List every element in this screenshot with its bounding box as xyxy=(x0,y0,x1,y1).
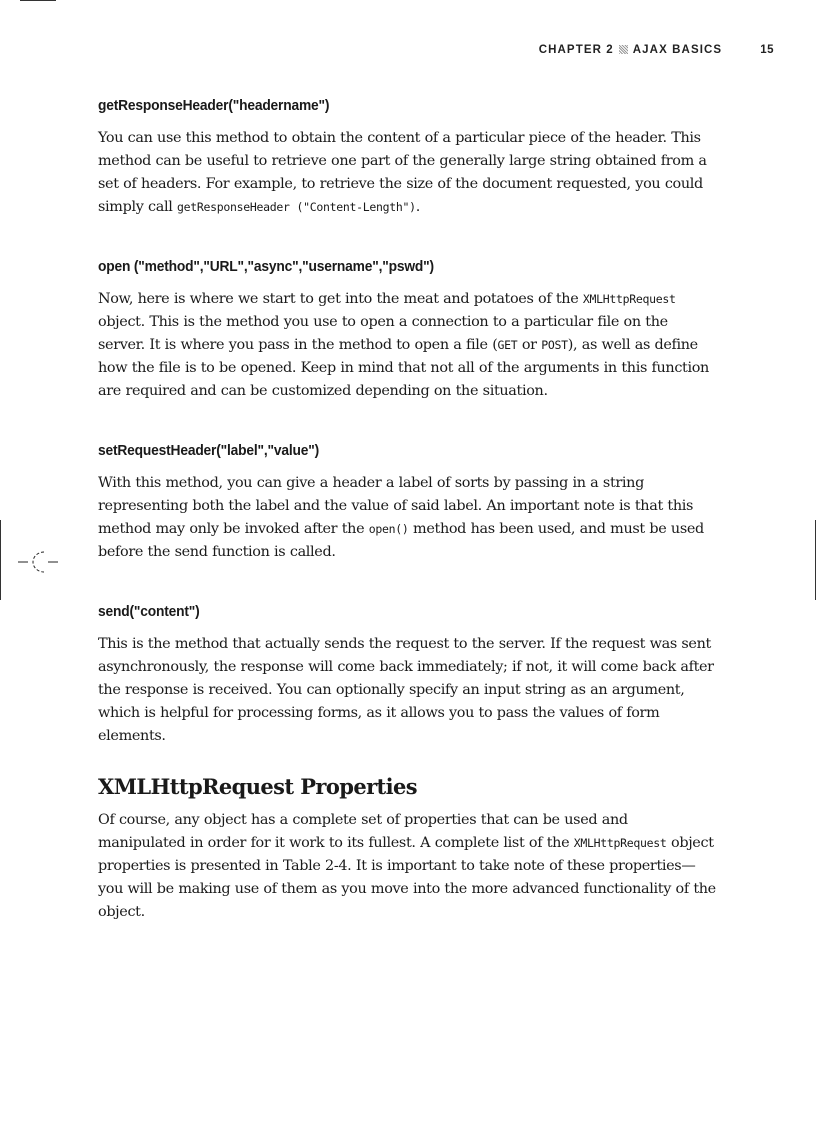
registration-mark-icon xyxy=(18,549,60,575)
page-number: 15 xyxy=(760,44,774,56)
inline-code: open() xyxy=(368,522,409,536)
inline-code: GET xyxy=(497,338,518,352)
section-paragraph: Of course, any object has a complete set of properties that can be used and manipulated in order for it work to its fullest. A complete list of the XMLHttpRequest object properties is presented in Table 2-4. It is important to take note of these properties—you will be making use of them as you move into the more advanced functionality of the object. xyxy=(98,812,716,920)
method-heading: open ("method","URL","async","username","pswd") xyxy=(98,258,434,275)
method-section-open xyxy=(98,258,718,403)
inline-code: POST xyxy=(541,338,568,352)
crop-mark-top xyxy=(20,0,56,1)
method-heading: send("content") xyxy=(98,603,200,620)
method-description: This is the method that actually sends the request to the server. If the request was sent asynchronously, the response will come back immediately; if not, it will come back after the response is received. You can optionally specify an input string as an argument, which is helpful for processing forms, as it allows you to pass the values of form elements. xyxy=(98,636,714,744)
running-head xyxy=(98,44,774,56)
method-section-setrequestheader xyxy=(98,442,718,564)
method-description: With this method, you can give a header a label of sorts by passing in a string representing both the label and the value of said label. An important note is that this method may only be invoked after the open() method has been used, and must be used before the send function is called. xyxy=(98,475,704,560)
inline-code: XMLHttpRequest xyxy=(573,836,667,850)
crop-mark-left xyxy=(0,520,1,600)
separator-icon xyxy=(619,45,628,54)
chapter-label: CHAPTER 2 xyxy=(538,44,614,56)
inline-code: XMLHttpRequest xyxy=(582,292,676,306)
method-section-getresponseheader xyxy=(98,97,718,219)
method-section-send xyxy=(98,603,718,748)
inline-code: getResponseHeader ("Content-Length") xyxy=(176,200,416,214)
method-heading: getResponseHeader("headername") xyxy=(98,97,330,114)
properties-section xyxy=(98,774,718,924)
method-heading: setRequestHeader("label","value") xyxy=(98,442,320,459)
method-description: Now, here is where we start to get into the meat and potatoes of the XMLHttpRequest object. This is the method you use to open a connection to a particular file on the server. It is where you pass in the method to open a file (GET or POST), as well as define how the file is to be opened. Keep in mind that not all of the arguments in this function are required and can be customized depending on the situation. xyxy=(98,291,709,399)
section-title: XMLHttpRequest Properties xyxy=(98,774,418,799)
method-description: You can use this method to obtain the content of a particular piece of the header. This method can be useful to retrieve one part of the generally large string obtained from a set of headers. For example, to retrieve the size of the document requested, you could simply call getResponseHeader ("Content-Length"). xyxy=(98,130,707,215)
page-body xyxy=(98,97,718,924)
chapter-title: AJAX BASICS xyxy=(632,44,723,56)
